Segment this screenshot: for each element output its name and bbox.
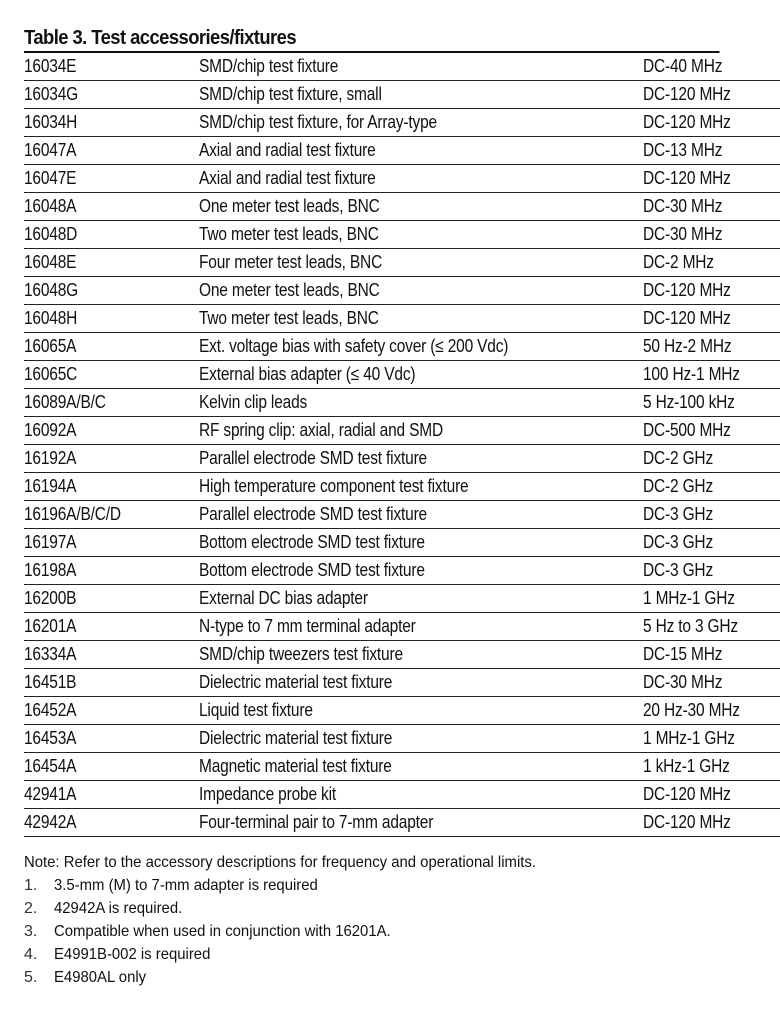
description-cell-text: Impedance probe kit xyxy=(199,784,337,804)
table-row xyxy=(24,669,780,697)
description-cell-text: Axial and radial test fixture xyxy=(199,140,376,160)
frequency-cell xyxy=(643,81,780,109)
description-cell xyxy=(199,333,643,361)
description-cell-text: Four meter test leads, BNC xyxy=(199,252,383,272)
frequency-cell xyxy=(643,753,780,781)
frequency-cell-text: DC-30 MHz xyxy=(643,672,723,692)
footnote xyxy=(24,966,744,989)
frequency-cell-text: 20 Hz-30 MHz xyxy=(643,700,740,720)
table-row xyxy=(24,165,780,193)
frequency-cell xyxy=(643,557,780,585)
description-cell xyxy=(199,725,643,753)
note-intro-text: Note: Refer to the accessory descriptions for frequency and operational limits. xyxy=(24,854,536,871)
description-cell-text: Kelvin clip leads xyxy=(199,392,308,412)
model-cell xyxy=(24,529,199,557)
description-cell xyxy=(199,557,643,585)
description-cell-text: Magnetic material test fixture xyxy=(199,756,392,776)
description-cell-text: Liquid test fixture xyxy=(199,700,313,720)
model-cell xyxy=(24,53,199,81)
description-cell xyxy=(199,277,643,305)
frequency-cell xyxy=(643,445,780,473)
frequency-cell xyxy=(643,221,780,249)
description-cell-text: SMD/chip test fixture xyxy=(199,56,339,76)
model-cell-text: 16334A xyxy=(24,644,77,664)
model-cell xyxy=(24,753,199,781)
description-cell xyxy=(199,109,643,137)
description-cell-text: N-type to 7 mm terminal adapter xyxy=(199,616,416,636)
frequency-cell xyxy=(643,529,780,557)
frequency-cell xyxy=(643,249,780,277)
frequency-cell-text: DC-2 GHz xyxy=(643,448,714,468)
model-cell-text: 16047A xyxy=(24,140,77,160)
model-cell xyxy=(24,557,199,585)
table-row xyxy=(24,53,780,81)
description-cell xyxy=(199,53,643,81)
fixtures-table-body xyxy=(24,53,780,837)
notes-section xyxy=(24,851,744,989)
table-row xyxy=(24,81,780,109)
table-row xyxy=(24,809,780,837)
table-row xyxy=(24,137,780,165)
frequency-cell xyxy=(643,165,780,193)
description-cell-text: One meter test leads, BNC xyxy=(199,280,380,300)
model-cell xyxy=(24,305,199,333)
model-cell xyxy=(24,389,199,417)
frequency-cell-text: DC-120 MHz xyxy=(643,784,731,804)
table-row xyxy=(24,529,780,557)
frequency-cell xyxy=(643,277,780,305)
frequency-cell-text: 1 MHz-1 GHz xyxy=(643,588,735,608)
description-cell xyxy=(199,137,643,165)
description-cell xyxy=(199,361,643,389)
footnote-number: 2. xyxy=(24,900,38,917)
model-cell-text: 16048H xyxy=(24,308,78,328)
description-cell-text: High temperature component test fixture xyxy=(199,476,469,496)
frequency-cell xyxy=(643,137,780,165)
frequency-cell xyxy=(643,585,780,613)
model-cell-text: 16065C xyxy=(24,364,78,384)
frequency-cell xyxy=(643,417,780,445)
description-cell xyxy=(199,613,643,641)
description-cell xyxy=(199,781,643,809)
model-cell-text: 16452A xyxy=(24,700,77,720)
description-cell xyxy=(199,389,643,417)
frequency-cell-text: DC-120 MHz xyxy=(643,812,731,832)
model-cell-text: 16048G xyxy=(24,280,79,300)
frequency-cell-text: 5 Hz-100 kHz xyxy=(643,392,735,412)
description-cell-text: RF spring clip: axial, radial and SMD xyxy=(199,420,443,440)
frequency-cell-text: 5 Hz to 3 GHz xyxy=(643,616,738,636)
table-row xyxy=(24,753,780,781)
frequency-cell-text: DC-3 GHz xyxy=(643,560,714,580)
description-cell-text: Four-terminal pair to 7-mm adapter xyxy=(199,812,434,832)
description-cell xyxy=(199,417,643,445)
description-cell-text: Two meter test leads, BNC xyxy=(199,224,379,244)
description-cell-text: SMD/chip test fixture, small xyxy=(199,84,382,104)
description-cell xyxy=(199,81,643,109)
table-row xyxy=(24,445,780,473)
description-cell xyxy=(199,249,643,277)
frequency-cell xyxy=(643,669,780,697)
table-row xyxy=(24,389,780,417)
footnote-number: 5. xyxy=(24,969,38,986)
frequency-cell xyxy=(643,305,780,333)
description-cell xyxy=(199,529,643,557)
table-row xyxy=(24,221,780,249)
table-row xyxy=(24,557,780,585)
frequency-cell xyxy=(643,641,780,669)
model-cell xyxy=(24,193,199,221)
description-cell xyxy=(199,221,643,249)
description-cell-text: One meter test leads, BNC xyxy=(199,196,380,216)
model-cell xyxy=(24,781,199,809)
model-cell xyxy=(24,501,199,529)
footnote-number: 1. xyxy=(24,877,38,894)
frequency-cell-text: DC-2 MHz xyxy=(643,252,714,272)
description-cell xyxy=(199,641,643,669)
description-cell-text: Bottom electrode SMD test fixture xyxy=(199,560,425,580)
model-cell xyxy=(24,81,199,109)
frequency-cell-text: DC-120 MHz xyxy=(643,84,731,104)
table-row xyxy=(24,305,780,333)
description-cell-text: Dielectric material test fixture xyxy=(199,728,393,748)
model-cell xyxy=(24,137,199,165)
footnote xyxy=(24,943,744,966)
footnote-text: Compatible when used in conjunction with 16201A. xyxy=(54,923,391,940)
model-cell-text: 16453A xyxy=(24,728,77,748)
frequency-cell xyxy=(643,53,780,81)
footnote-text: E4991B-002 is required xyxy=(54,946,211,963)
fixtures-table xyxy=(24,53,780,837)
description-cell-text: Two meter test leads, BNC xyxy=(199,308,379,328)
description-cell xyxy=(199,585,643,613)
frequency-cell-text: DC-120 MHz xyxy=(643,168,731,188)
model-cell-text: 16089A/B/C xyxy=(24,392,106,412)
model-cell-text: 16034H xyxy=(24,112,78,132)
description-cell xyxy=(199,697,643,725)
model-cell-text: 16192A xyxy=(24,448,77,468)
model-cell xyxy=(24,669,199,697)
table-row xyxy=(24,109,780,137)
model-cell-text: 16198A xyxy=(24,560,77,580)
table-title: Table 3. Test accessories/fixtures xyxy=(24,26,720,53)
table-row xyxy=(24,697,780,725)
model-cell-text: 16065A xyxy=(24,336,77,356)
model-cell xyxy=(24,473,199,501)
frequency-cell xyxy=(643,389,780,417)
table-row xyxy=(24,473,780,501)
footnote-list xyxy=(24,874,744,989)
frequency-cell-text: 100 Hz-1 MHz xyxy=(643,364,740,384)
frequency-cell-text: 1 MHz-1 GHz xyxy=(643,728,735,748)
description-cell-text: Parallel electrode SMD test fixture xyxy=(199,504,428,524)
frequency-cell xyxy=(643,613,780,641)
model-cell-text: 16197A xyxy=(24,532,77,552)
description-cell-text: Parallel electrode SMD test fixture xyxy=(199,448,428,468)
table-row xyxy=(24,277,780,305)
description-cell xyxy=(199,305,643,333)
model-cell xyxy=(24,445,199,473)
model-cell-text: 16201A xyxy=(24,616,77,636)
model-cell xyxy=(24,165,199,193)
frequency-cell xyxy=(643,361,780,389)
frequency-cell xyxy=(643,333,780,361)
note-intro xyxy=(24,851,744,874)
description-cell xyxy=(199,445,643,473)
model-cell xyxy=(24,361,199,389)
frequency-cell-text: DC-120 MHz xyxy=(643,280,731,300)
frequency-cell xyxy=(643,193,780,221)
footnote-text: 3.5-mm (M) to 7-mm adapter is required xyxy=(54,877,318,894)
model-cell-text: 16034E xyxy=(24,56,77,76)
model-cell xyxy=(24,725,199,753)
model-cell xyxy=(24,109,199,137)
description-cell xyxy=(199,165,643,193)
model-cell-text: 42942A xyxy=(24,812,77,832)
model-cell-text: 16200B xyxy=(24,588,77,608)
model-cell-text: 42941A xyxy=(24,784,77,804)
footnote-number: 4. xyxy=(24,946,38,963)
description-cell-text: SMD/chip test fixture, for Array-type xyxy=(199,112,437,132)
frequency-cell xyxy=(643,109,780,137)
footnote-text: 42942A is required. xyxy=(54,900,183,917)
footnote xyxy=(24,920,744,943)
description-cell-text: SMD/chip tweezers test fixture xyxy=(199,644,403,664)
frequency-cell-text: 50 Hz-2 MHz xyxy=(643,336,732,356)
table-row xyxy=(24,249,780,277)
description-cell xyxy=(199,473,643,501)
table-row xyxy=(24,333,780,361)
frequency-cell xyxy=(643,501,780,529)
description-cell-text: External bias adapter (≤ 40 Vdc) xyxy=(199,364,416,384)
frequency-cell-text: DC-13 MHz xyxy=(643,140,723,160)
model-cell-text: 16048D xyxy=(24,224,78,244)
frequency-cell-text: DC-40 MHz xyxy=(643,56,723,76)
description-cell xyxy=(199,753,643,781)
table-row xyxy=(24,361,780,389)
model-cell-text: 16034G xyxy=(24,84,79,104)
model-cell-text: 16048A xyxy=(24,196,77,216)
frequency-cell xyxy=(643,781,780,809)
frequency-cell-text: DC-3 GHz xyxy=(643,504,714,524)
frequency-cell-text: DC-2 GHz xyxy=(643,476,714,496)
model-cell-text: 16092A xyxy=(24,420,77,440)
footnote-number: 3. xyxy=(24,923,38,940)
model-cell xyxy=(24,809,199,837)
footnote xyxy=(24,897,744,920)
frequency-cell-text: DC-120 MHz xyxy=(643,308,731,328)
frequency-cell xyxy=(643,725,780,753)
model-cell-text: 16048E xyxy=(24,252,77,272)
table-row xyxy=(24,193,780,221)
description-cell xyxy=(199,193,643,221)
model-cell xyxy=(24,333,199,361)
model-cell xyxy=(24,277,199,305)
frequency-cell-text: 1 kHz-1 GHz xyxy=(643,756,730,776)
description-cell xyxy=(199,501,643,529)
model-cell xyxy=(24,613,199,641)
model-cell xyxy=(24,585,199,613)
table-row xyxy=(24,417,780,445)
table-row xyxy=(24,725,780,753)
table-row xyxy=(24,501,780,529)
frequency-cell-text: DC-30 MHz xyxy=(643,196,723,216)
model-cell-text: 16451B xyxy=(24,672,77,692)
frequency-cell xyxy=(643,697,780,725)
description-cell xyxy=(199,809,643,837)
description-cell-text: External DC bias adapter xyxy=(199,588,368,608)
frequency-cell-text: DC-30 MHz xyxy=(643,224,723,244)
model-cell-text: 16194A xyxy=(24,476,77,496)
model-cell xyxy=(24,417,199,445)
description-cell-text: Bottom electrode SMD test fixture xyxy=(199,532,425,552)
table-row xyxy=(24,585,780,613)
footnote xyxy=(24,874,744,897)
description-cell-text: Axial and radial test fixture xyxy=(199,168,376,188)
model-cell xyxy=(24,697,199,725)
description-cell-text: Ext. voltage bias with safety cover (≤ 200 Vdc) xyxy=(199,336,509,356)
frequency-cell xyxy=(643,473,780,501)
table-row xyxy=(24,613,780,641)
description-cell xyxy=(199,669,643,697)
frequency-cell xyxy=(643,809,780,837)
footnote-text: E4980AL only xyxy=(54,969,147,986)
table-row xyxy=(24,781,780,809)
frequency-cell-text: DC-15 MHz xyxy=(643,644,723,664)
model-cell-text: 16047E xyxy=(24,168,77,188)
model-cell-text: 16454A xyxy=(24,756,77,776)
frequency-cell-text: DC-3 GHz xyxy=(643,532,714,552)
model-cell xyxy=(24,221,199,249)
model-cell-text: 16196A/B/C/D xyxy=(24,504,121,524)
description-cell-text: Dielectric material test fixture xyxy=(199,672,393,692)
document-page xyxy=(24,26,780,989)
table-row xyxy=(24,641,780,669)
model-cell xyxy=(24,249,199,277)
frequency-cell-text: DC-120 MHz xyxy=(643,112,731,132)
model-cell xyxy=(24,641,199,669)
frequency-cell-text: DC-500 MHz xyxy=(643,420,731,440)
